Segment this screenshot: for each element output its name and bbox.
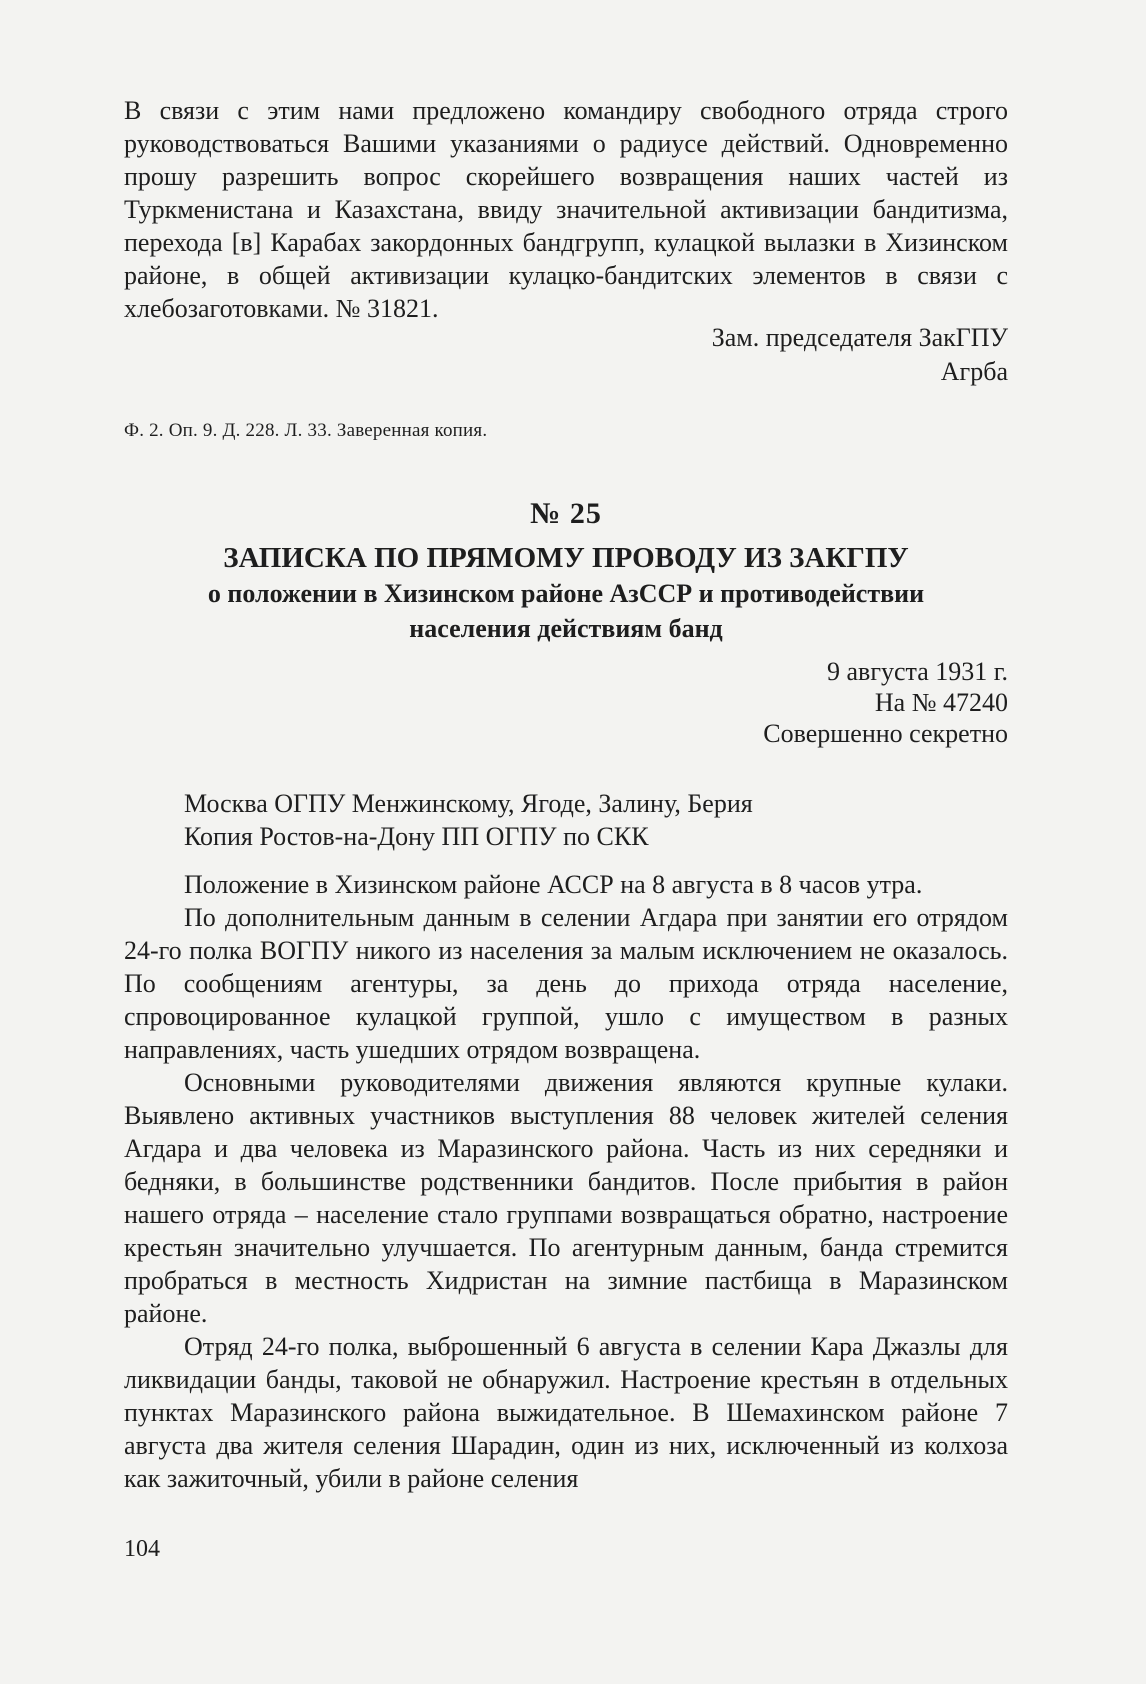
document-title: ЗАПИСКА ПО ПРЯМОМУ ПРОВОДУ ИЗ ЗАКГПУ [223,542,909,574]
body-paragraph-1: Положение в Хизинском районе АССР на 8 августа в 8 часов утра. [184,870,923,899]
archive-reference: Ф. 2. Оп. 9. Д. 228. Л. 33. Заверенная копия. [124,420,488,441]
signature-block [124,321,1008,389]
page-number: 104 [124,1536,160,1562]
signatory-name: Агрба [940,357,1008,386]
signatory-position: Зам. председателя ЗакГПУ [711,323,1008,352]
document-subtitle-line-1: о положении в Хизинском районе АзССР и противодействии [207,579,925,608]
document-meta [124,656,1008,749]
document-reference: На № 47240 [874,688,1008,717]
body-paragraph-2: По дополнительным данным в селении Агдара при занятии его отрядом 24-го полка ВОГПУ никого из населения за малым исключением не оказалось. По сообщениям агентуры, за день до прихода отряда население, спровоцированное кулацкой группой, ушло с имуществом в разных направлениях, часть ушедших отрядом возвращена. [124,903,1008,1064]
document-classification: Совершенно секретно [763,719,1008,748]
addressee: Москва ОГПУ Менжинскому, Ягоде, Залину, Берия [184,789,753,818]
copy-to: Копия Ростов-на-Дону ПП ОГПУ по СКК [184,822,649,851]
document-body [124,868,1008,1495]
body-paragraph-3: Основными руководителями движения являются крупные кулаки. Выявлено активных участников выступления 88 человек жителей селения Агдара и два человека из Маразинского района. Часть из них середняки и бедняки, в большинстве родственники бандитов. После прибытия в район нашего отряда – население стало группами возвращаться обратно, настроение крестьян значительно улучшается. По агентурным данным, банда стремится пробраться в местность Хидристан на зимние пастбища в Маразинском районе. [124,1068,1008,1328]
body-paragraph-4: Отряд 24-го полка, выброшенный 6 августа в селении Кара Джазлы для ликвидации банды, таковой не обнаружил. Настроение крестьян в отдельных пунктах Маразинского района выжидательное. В Шемахинском районе 7 августа два жителя селения Шарадин, один из них, исключенный из колхоза как зажиточный, убили в районе селения [124,1332,1008,1493]
document-date: 9 августа 1931 г. [827,657,1008,686]
opening-section [124,94,1008,325]
addressee-block [124,787,1068,853]
document-subtitle-line-2: населения действиям банд [409,614,723,643]
document-heading [124,540,1008,646]
opening-paragraph: В связи с этим нами предложено командиру свободного отряда строго руководствоваться Вашими указаниями о радиусе действий. Одновременно прошу разрешить вопрос скорейшего возвращения наших частей из Туркменистана и Казахстана, ввиду значительной активизации бандитизма, перехода [в] Карабах закордонных бандгрупп, кулацкой вылазки в Хизинском районе, в общей активизации кулацко-бандитских элементов в связи с хлебозаготовками. № 31821. [124,96,1008,323]
document-number: № 25 [530,497,602,530]
